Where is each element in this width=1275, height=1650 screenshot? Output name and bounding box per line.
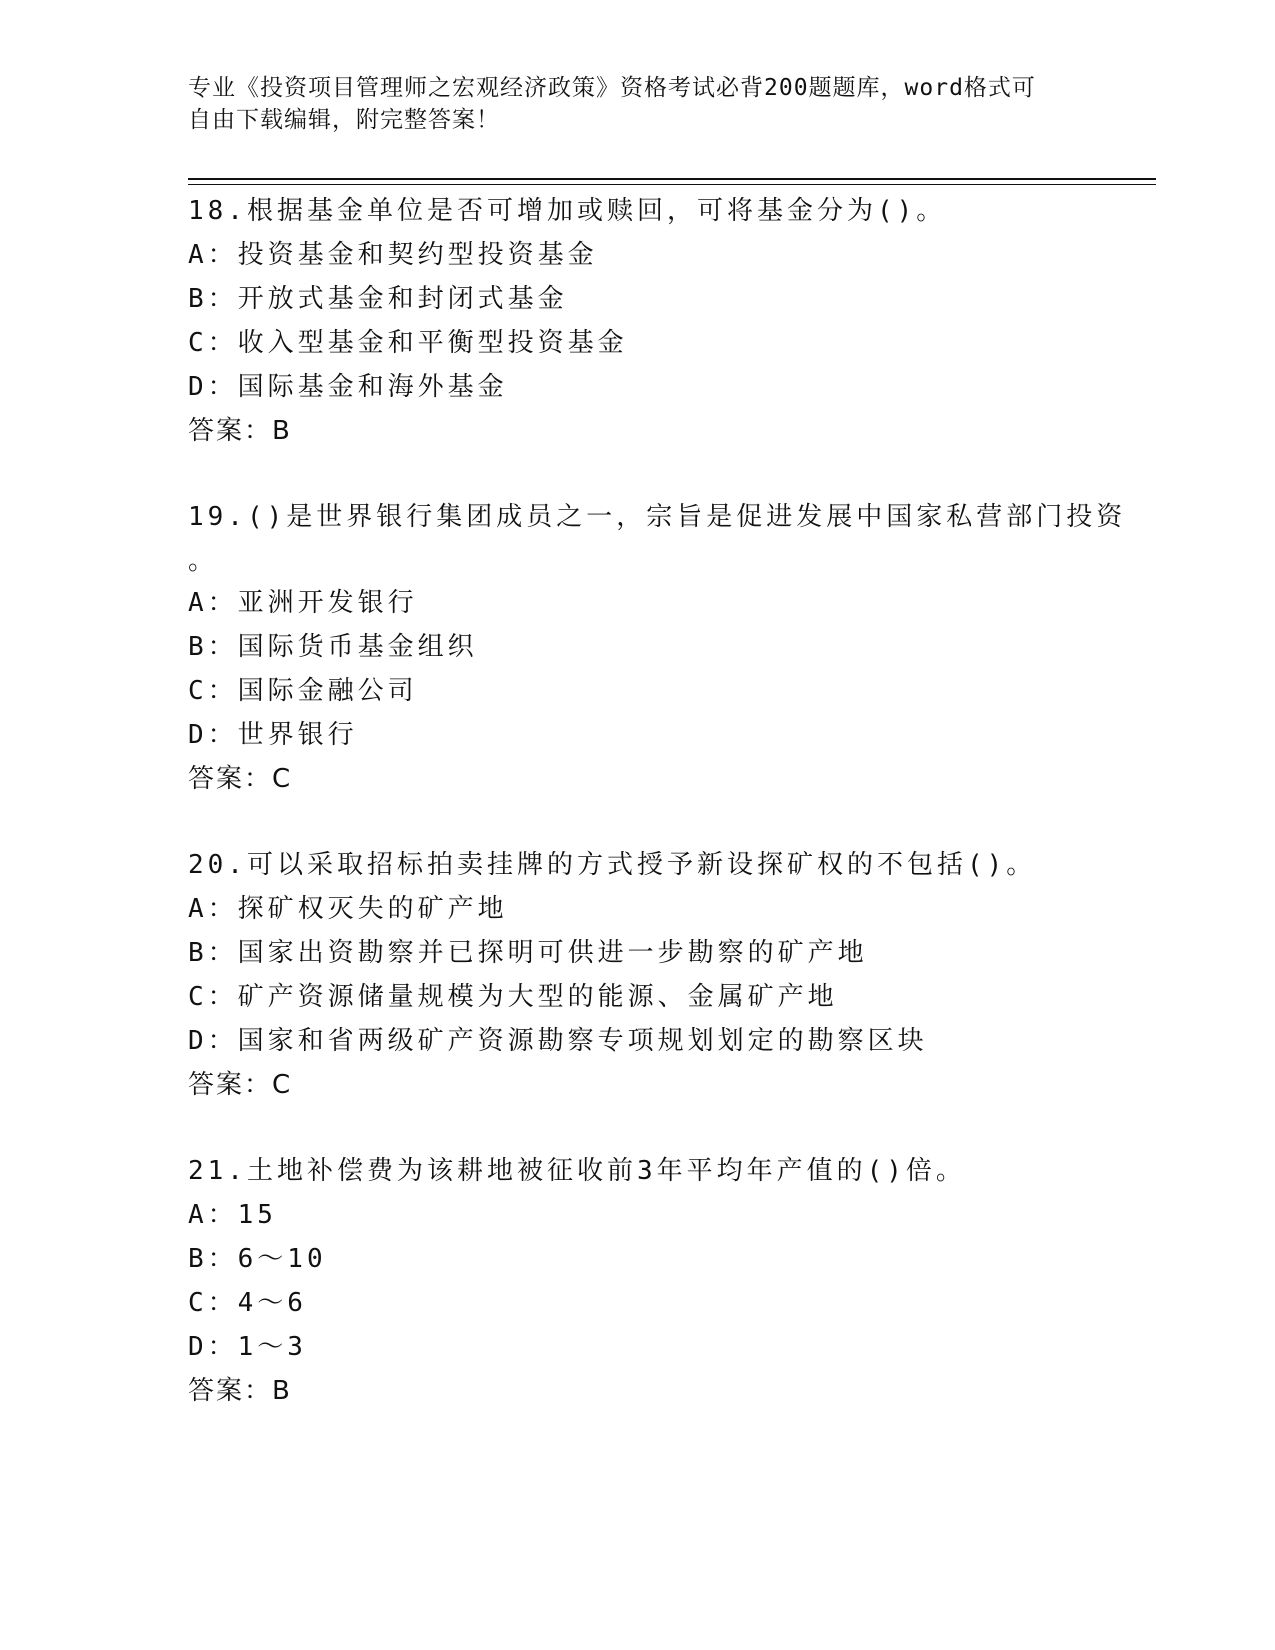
document-header	[188, 72, 1088, 136]
question-18-option-c: C：收入型基金和平衡型投资基金	[188, 328, 628, 358]
question-19-stem: 19.()是世界银行集团成员之一，宗旨是促进发展中国家私营部门投资	[188, 502, 1127, 532]
question-19-option-d: D：世界银行	[188, 720, 358, 750]
question-20-option-d: D：国家和省两级矿产资源勘察专项规划划定的勘察区块	[188, 1026, 928, 1056]
question-21-option-d: D：1～3	[188, 1332, 307, 1362]
question-20-option-a: A：探矿权灭失的矿产地	[188, 894, 508, 924]
question-18-option-b: B：开放式基金和封闭式基金	[188, 284, 568, 314]
header-line-2: 自由下载编辑，附完整答案！	[188, 107, 500, 133]
question-19-option-a: A：亚洲开发银行	[188, 588, 418, 618]
question-20-stem: 20.可以采取招标拍卖挂牌的方式授予新设探矿权的不包括()。	[188, 850, 1037, 880]
question-20-option-b: B：国家出资勘察并已探明可供进一步勘察的矿产地	[188, 938, 868, 968]
header-divider-thick	[188, 178, 1156, 180]
question-18-answer: 答案：B	[188, 416, 292, 446]
header-line-1: 专业《投资项目管理师之宏观经济政策》资格考试必背200题题库，word格式可	[188, 75, 1036, 101]
question-19-stem-continued: 。	[188, 546, 219, 576]
question-19-option-c: C：国际金融公司	[188, 676, 418, 706]
question-18-option-d: D：国际基金和海外基金	[188, 372, 508, 402]
question-21-option-b: B：6～10	[188, 1244, 327, 1274]
question-20-option-c: C：矿产资源储量规模为大型的能源、金属矿产地	[188, 982, 838, 1012]
question-21-stem: 21.土地补偿费为该耕地被征收前3年平均年产值的()倍。	[188, 1156, 966, 1186]
question-18-option-a: A：投资基金和契约型投资基金	[188, 240, 598, 270]
question-21-option-a: A：15	[188, 1200, 277, 1230]
question-18-stem: 18.根据基金单位是否可增加或赎回，可将基金分为()。	[188, 196, 947, 226]
question-21-answer: 答案：B	[188, 1376, 292, 1406]
question-19-option-b: B：国际货币基金组织	[188, 632, 478, 662]
header-divider-thin	[188, 184, 1156, 185]
question-21-option-c: C：4～6	[188, 1288, 307, 1318]
question-20-answer: 答案：C	[188, 1070, 293, 1100]
question-19-answer: 答案：C	[188, 764, 293, 794]
